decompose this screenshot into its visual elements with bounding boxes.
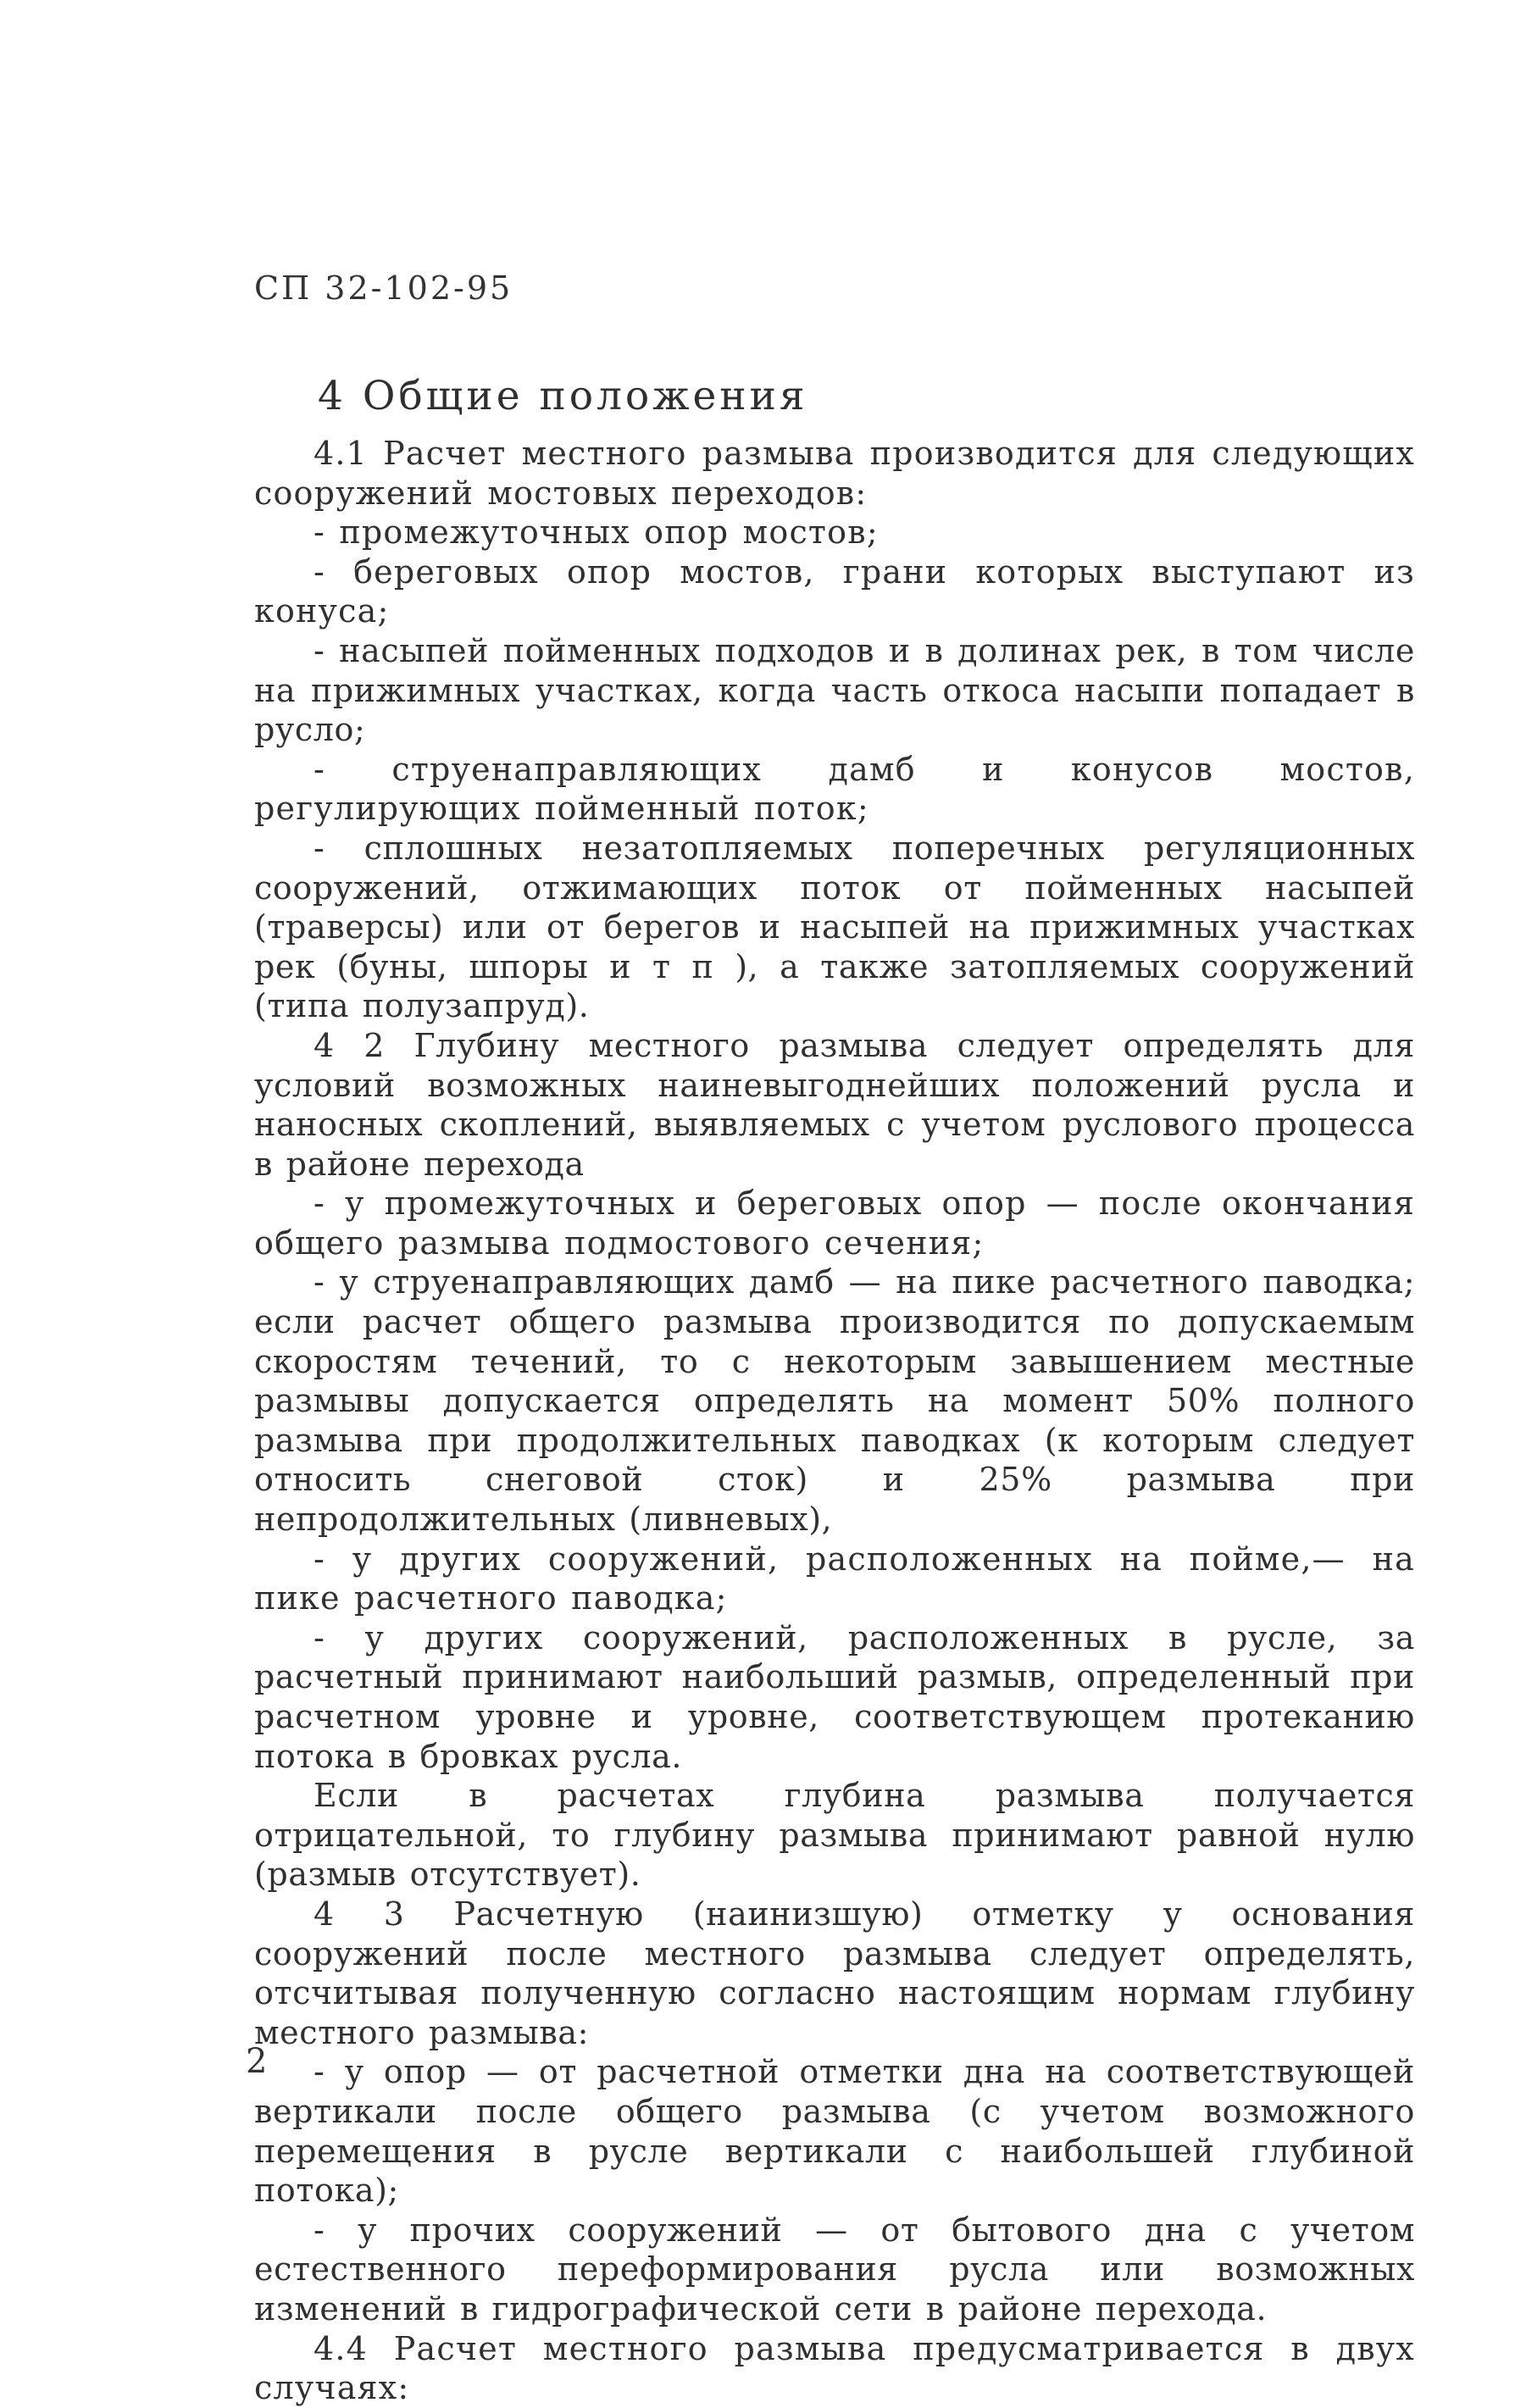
section-title: 4 Общие положения xyxy=(318,373,808,419)
list-item: - насыпей пойменных подходов и в долинах рек, в том числе на прижимных участках, когда часть откоса насыпи попадает в русло; xyxy=(254,631,1415,749)
paragraph-4-2: 4 2 Глубину местного размыва следует определять для условий возможных наиневыгоднейших положений русла и наносных скоплений, выявляемых с учетом руслового процесса в районе перехода xyxy=(254,1026,1415,1183)
list-item: - у промежуточных и береговых опор — после окончания общего размыва подмостового сечения; xyxy=(254,1185,1415,1262)
list-item: - струенаправляющих дамб и конусов мостов, регулирующих пойменный поток; xyxy=(254,750,1415,828)
list-item: - промежуточных опор мостов; xyxy=(314,513,879,552)
list-item: - у опор — от расчетной отметки дна на соответствующей вертикали после общего размыва (с учетом возможного перемещения в русле вертикали с наибольшей глубиной потока); xyxy=(254,2053,1415,2210)
list-item: - сплошных незатопляемых поперечных регуляционных сооружений, отжимающих поток от пойменных насыпей (траверсы) или от берегов и насыпей на прижимных участках рек (буны, шпоры и т п ), а также затопляемых сооружений (типа полузапруд). xyxy=(254,829,1415,1025)
document-code-header: СП 32-102-95 xyxy=(254,269,513,307)
list-item: - у других сооружений, расположенных в русле, за расчетный принимают наибольший размыв, определенный при расчетном уровне и уровне, соответствующем протеканию потока в бровках русла. xyxy=(254,1618,1415,1775)
list-item: - береговых опор мостов, грани которых выступают из конуса; xyxy=(254,552,1415,630)
body-text xyxy=(254,434,1415,2408)
page-number: 2 xyxy=(246,2042,268,2081)
list-item: - у прочих сооружений — от бытового дна с учетом естественного переформирования русла или возможных изменений в гидрографической сети в районе перехода. xyxy=(254,2211,1415,2328)
list-item: - у струенаправляющих дамб — на пике расчетного паводка; если расчет общего размыва производится по допускаемым скоростям течений, то с некоторым завышением местные размывы допускается определять на момент 50% полного размыва при продолжительных паводках (к которым следует относить снеговой сток) и 25% размыва при непродолжительных (ливневых), xyxy=(254,1263,1415,1539)
paragraph-4-4: 4.4 Расчет местного размыва предусматривается в двух случаях: xyxy=(254,2329,1415,2407)
paragraph-note: Если в расчетах глубина размыва получается отрицательной, то глубину размыва принимают равной нулю (размыв отсутствует). xyxy=(254,1777,1415,1894)
paragraph-4-1: 4.1 Расчет местного размыва производится для следующих сооружений мостовых переходов: xyxy=(254,435,1415,512)
paragraph-4-3: 4 3 Расчетную (наинизшую) отметку у основания сооружений после местного размыва следует определять, отсчитывая полученную согласно настоящим нормам глубину местного размыва: xyxy=(254,1895,1415,2051)
list-item: - у других сооружений, расположенных на пойме,— на пике расчетного паводка; xyxy=(254,1540,1415,1617)
